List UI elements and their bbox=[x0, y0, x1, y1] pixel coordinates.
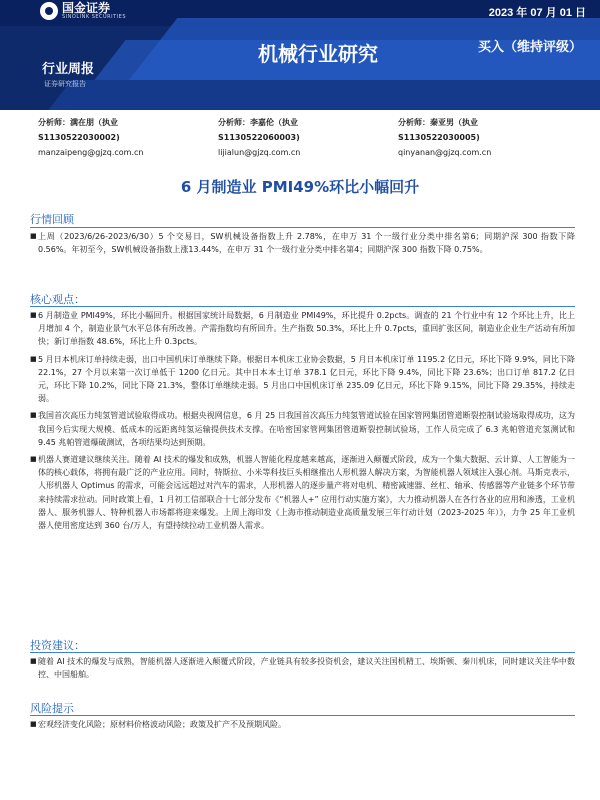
analyst-name: 分析师：李嘉伦（执业 bbox=[218, 118, 298, 127]
section-title-risk: 风险提示 bbox=[30, 702, 74, 715]
core-point-text: 6 月制造业 PMI49%，环比小幅回升。根据国家统计局数据，6 月制造业 PMI49%，环比提升 0.2pcts。调查的 21 个行业中有 12 个环比上升，比上月增加 4 个，制造业景气水平总体有所改善。产需指数均有所回升。生产指数 50.3%，环比上升 0.7pcts，重回扩张区间，制造业企业生产活动有所加快；新订单指数 48.6%，环比上升 0.3pcts。 bbox=[38, 311, 575, 347]
review-text: 上周（2023/6/26-2023/6/30）5 个交易日，SW机械设备指数上升 2.78%，在申万 31 个一级行业分类中排名第6；同期沪深 300 指数下降 0.56%。年初至今，SW机械设备指数上涨13.44%，在申万 31 个一级行业分类中排名第4；同期沪深 300 指数下降 0.75%。 bbox=[38, 232, 575, 255]
core-point-text: 5 月日本机床订单持续走弱，出口中国机床订单继续下降。根据日本机床工业协会数据，5 月日本机床订单 1195.2 亿日元，环比下降 9.9%，同比下降 22.1%，27 个月以来第一次订单低于 1200 亿日元。其中日本本土订单 378.1 亿日元，环比下降 9.4%，同比下降 23.6%；出口订单 817.2 亿日元，环比下降 10.2%，同比下降 21.3%，整体订单继续走弱。5 月出口中国机床订单 235.09 亿日元，环比下降 9.15%，同比下降 29.35%，持续走弱。 bbox=[38, 354, 575, 404]
section-title-core: 核心观点： bbox=[30, 293, 85, 306]
analyst-email[interactable]: qinyanan@gjzq.com.cn bbox=[398, 148, 492, 157]
list-item bbox=[30, 353, 575, 406]
bullet-icon: ■ bbox=[30, 720, 37, 728]
brand-name: 国金证券 bbox=[62, 1, 111, 15]
core-section bbox=[30, 309, 575, 532]
report-type: 行业周报 bbox=[42, 62, 95, 77]
bullet-icon: ■ bbox=[30, 232, 37, 240]
section-title-review: 行情回顾 bbox=[30, 213, 74, 226]
analyst-email[interactable]: lijialun@gjzq.com.cn bbox=[218, 148, 301, 157]
analyst-email[interactable]: manzaipeng@gjzq.com.cn bbox=[38, 148, 144, 157]
bullet-icon: ■ bbox=[30, 657, 37, 665]
analyst-cert: S1130522060003) bbox=[218, 133, 300, 142]
core-point-text: 我国首次高压力纯氢管道试验取得成功。根据央视网信息，6 月 25 日我国首次高压力纯氢管道试验在国家管网集团管道断裂控制试验场取得成功，这为我国今后实现大规模、低成本的远距离纯氢运输提供技术支撑。在哈密国家管网集团管道断裂控制试验场，工作人员完成了 6.3 兆帕管道充氢测试和 9.45 兆帕管道爆破测试，各项结果均达到预期。 bbox=[38, 411, 575, 447]
analyst-cert: S1130522030002) bbox=[38, 133, 120, 142]
advice-text: 随着 AI 技术的爆发与成熟，智能机器人逐渐进入颠覆式阶段，产业链具有较多投资机会，建议关注国机精工、埃斯顿、秦川机床，同时建议关注华中数控、中国船舶。 bbox=[38, 657, 575, 680]
list-item bbox=[30, 409, 575, 449]
list-item bbox=[30, 230, 575, 256]
section-title-advice: 投资建议： bbox=[30, 639, 85, 652]
rating-label: 买入（维持评级） bbox=[477, 40, 582, 55]
section-divider bbox=[30, 652, 575, 653]
analyst-cert: S1130522030005) bbox=[398, 133, 480, 142]
list-item bbox=[30, 655, 575, 681]
report-subtitle: 证券研究报告 bbox=[44, 80, 86, 88]
bullet-icon: ■ bbox=[30, 455, 37, 464]
brand-logo bbox=[40, 2, 126, 20]
brand-sub: SINOLINK SECURITIES bbox=[62, 14, 126, 20]
analyst-name: 分析师：满在朋（执业 bbox=[38, 118, 118, 127]
review-section bbox=[30, 230, 575, 256]
risk-text: 宏观经济变化风险；原材料价格波动风险；政策及扩产不及预期风险。 bbox=[38, 720, 286, 729]
section-divider bbox=[30, 715, 575, 716]
industry-title: 机械行业研究 bbox=[258, 42, 378, 66]
list-item bbox=[30, 453, 575, 532]
advice-section bbox=[30, 655, 575, 681]
section-divider bbox=[30, 227, 575, 228]
analyst-card bbox=[218, 115, 398, 160]
analyst-card bbox=[38, 115, 218, 160]
report-date: 2023 年 07 月 01 日 bbox=[488, 7, 586, 19]
core-point-text: 机器人赛道建议继续关注。随着 AI 技术的爆发和成熟，机器人智能化程度越来越高，逐渐进入颠覆式阶段，成为一个集大数据、云计算、人工智能为一体的核心载体，将拥有最广泛的产业应用。同时，特斯拉、小米等科技巨头相继推出人形机器人解决方案，为智能机器人领域注入强心剂。马斯克表示，人形机器人 Optimus 的需求，可能会远远超过对汽车的需求，人形机器人的逐步量产将对电机、精密减速器、丝杠、轴承、传感器等产业链多个环节带来持续需求拉动。同时政策上看，1 月初工信部联合十七部分发布《“机器人+” 应用行动实施方案》，大力推动机器人在各行各业的应用和渗透，工业机器人、服务机器人、特种机器人市场都将迎来爆发。上周上海印发《上海市推动制造业高质量发展三年行动计划（2023-2025 年）》，力争 25 年工业机器人使用密度达到 360 台/万人，有望持续拉动工业机器人需求。 bbox=[38, 455, 575, 531]
report-header bbox=[0, 0, 600, 110]
section-divider bbox=[30, 306, 575, 307]
analyst-name: 分析师：秦亚男（执业 bbox=[398, 118, 478, 127]
report-headline: 6 月制造业 PMI49%环比小幅回升 bbox=[180, 178, 420, 196]
analyst-card bbox=[398, 115, 578, 160]
list-item bbox=[30, 309, 575, 349]
analyst-list bbox=[38, 115, 578, 160]
header-decor-stripe bbox=[48, 80, 600, 110]
list-item bbox=[30, 718, 575, 731]
bullet-icon: ■ bbox=[30, 354, 37, 363]
risk-section bbox=[30, 718, 575, 731]
bullet-icon: ■ bbox=[30, 411, 37, 420]
logo-icon bbox=[40, 2, 58, 20]
bullet-icon: ■ bbox=[30, 311, 37, 319]
